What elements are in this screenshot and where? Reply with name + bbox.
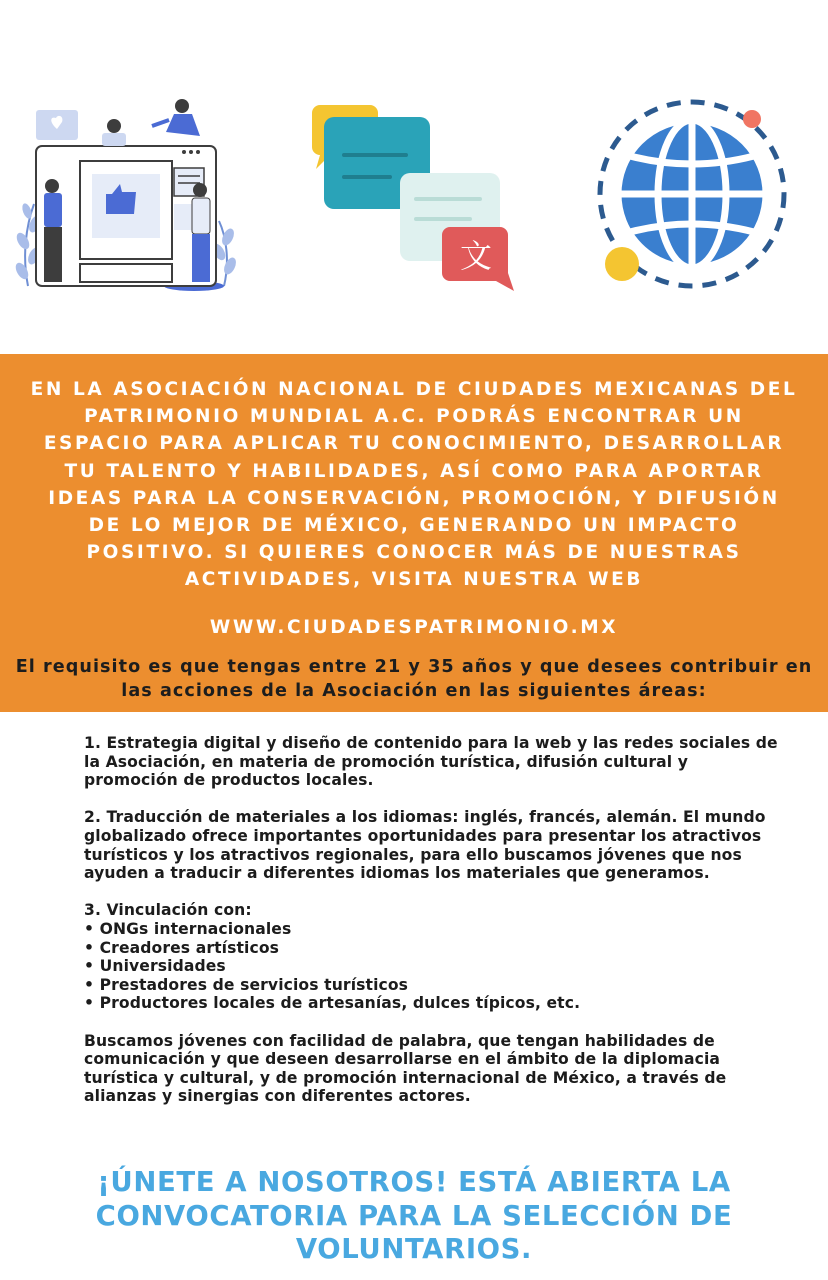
area-item-digital-strategy: 1. Estrategia digital y diseño de contenido para la web y las redes sociales de la Asociación, en materia de promoción turística, difusión cultural y promoción de productos locales. bbox=[84, 734, 778, 790]
translation-chat-icon bbox=[310, 95, 520, 295]
closing-paragraph: Buscamos jóvenes con facilidad de palabra, que tengan habilidades de comunicación y que deseen desarrollarse en el ámbito de la diplomacia turística y cultural, y de promoción internacional de México, a través de alianzas y sinergias con diferentes actores. bbox=[84, 1031, 727, 1106]
list-item: • Prestadores de servicios turísticos bbox=[84, 976, 784, 995]
intro-paragraph: EN LA ASOCIACIÓN NACIONAL DE CIUDADES MEXICANAS DEL PATRIMONIO MUNDIAL A.C. PODRÁS ENCONTRAR UN ESPACIO PARA APLICAR TU CONOCIMIENTO, DESARROLLAR TU TALENTO Y HABILIDADES, ASÍ COMO PARA APORTAR IDEAS PARA LA CONSERVACIÓN, PROMOCIÓN, Y DIFUSIÓN DE LO MEJOR DE MÉXICO, GENERANDO UN IMPACTO POSITIVO. SI QUIERES CONOCER MÁS DE NUESTRAS ACTIVIDADES, VISITA NUESTRA WEB bbox=[30, 379, 798, 591]
list-item: • Creadores artísticos bbox=[84, 939, 784, 958]
requirement-text: El requisito es que tengas entre 21 y 35 años y que desees contribuir en las acciones de la Asociación en las siguientes áreas: bbox=[15, 657, 813, 701]
area-item-translation: 2. Traducción de materiales a los idiomas: inglés, francés, alemán. El mundo globalizado ofrece importantes oportunidades para presentar los atractivos turísticos y los atractivos regionales, para ello buscamos jóvenes que nos ayuden a traducir a diferentes idiomas los materiales que generamos. bbox=[84, 808, 766, 883]
translate-glyph-b: 文 bbox=[459, 237, 493, 275]
website-link[interactable]: WWW.CIUDADESPATRIMONIO.MX bbox=[209, 617, 619, 638]
globe-icon bbox=[590, 92, 790, 297]
list-item: • ONGs internacionales bbox=[84, 920, 784, 939]
linkage-list bbox=[84, 920, 784, 1013]
list-item: • Productores locales de artesanías, dulces típicos, etc. bbox=[84, 994, 784, 1013]
areas-section bbox=[84, 734, 784, 1106]
list-item: • Universidades bbox=[84, 957, 784, 976]
area-item-linkage-title: 3. Vinculación con: bbox=[84, 901, 252, 920]
social-media-illustration-icon bbox=[14, 96, 236, 292]
call-to-action: ¡ÚNETE A NOSOTROS! ESTÁ ABIERTA LA CONVOCATORIA PARA LA SELECCIÓN DE VOLUNTARIOS. bbox=[95, 1166, 733, 1265]
area-item-linkage bbox=[84, 901, 784, 1013]
illustrations-row bbox=[0, 0, 828, 354]
